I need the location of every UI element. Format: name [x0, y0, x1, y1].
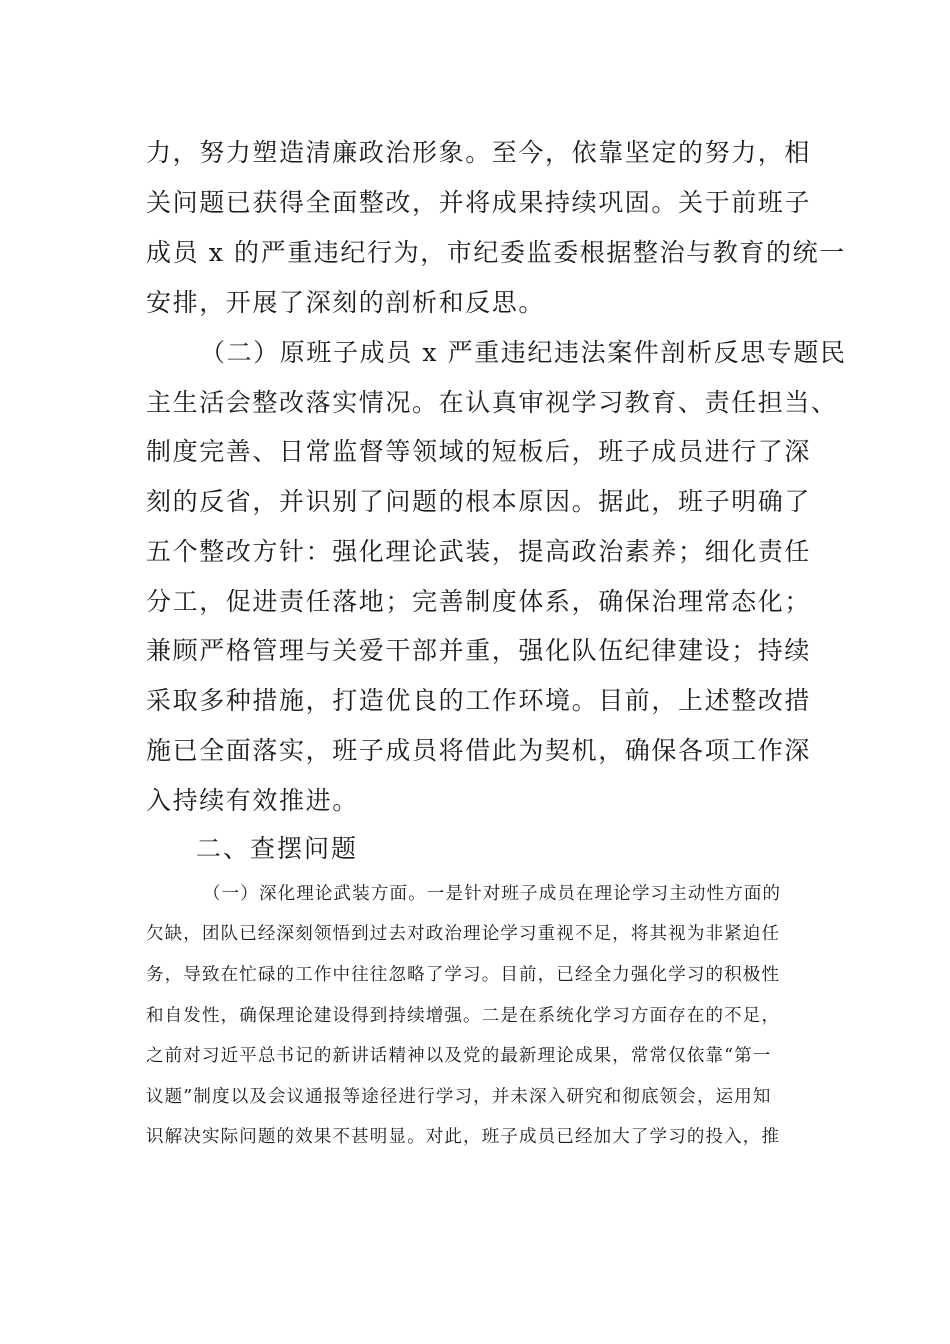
paragraph-3-line-2: 欠缺，团队已经深刻领悟到过去对政治理论学习重视不足，将其视为非紧迫任	[146, 924, 781, 944]
paragraph-3-line-3: 务，导致在忙碌的工作中往往忽略了学习。目前，已经全力强化学习的积极性	[146, 965, 781, 985]
paragraph-2-line-4: 刻的反省，并识别了问题的根本原因。据此，班子明确了	[146, 487, 812, 516]
paragraph-2-line-2: 主生活会整改落实情况。在认真审视学习教育、责任担当、	[146, 388, 838, 417]
paragraph-2-line-1: （二）原班子成员 x 严重违纪违法案件剖析反思专题民	[200, 338, 847, 367]
paragraph-3-line-4: 和自发性，确保理论建设得到持续增强。二是在系统化学习方面存在的不足，	[146, 1006, 781, 1026]
paragraph-2-line-3: 制度完善、日常监督等领域的短板后，班子成员进行了深	[146, 437, 812, 466]
paragraph-2-line-8: 采取多种措施，打造优良的工作环境。目前，上述整改措	[146, 686, 812, 715]
paragraph-1-line-2: 关问题已获得全面整改，并将成果持续巩固。关于前班子	[146, 188, 812, 217]
paragraph-3-line-1: （一）深化理论武装方面。一是针对班子成员在理论学习主动性方面的	[203, 884, 782, 904]
paragraph-1-line-1: 力，努力塑造清廉政治形象。至今，依靠坚定的努力，相	[146, 138, 812, 167]
paragraph-2-line-10: 入持续有效推进。	[146, 786, 359, 815]
paragraph-2-line-9: 施已全面落实，班子成员将借此为契机，确保各项工作深	[146, 736, 812, 765]
paragraph-3-line-5: 之前对习近平总书记的新讲话精神以及党的最新理论成果，常常仅依靠“第一	[146, 1046, 772, 1066]
paragraph-2-line-7: 兼顾严格管理与关爱干部并重，强化队伍纪律建设；持续	[146, 636, 812, 665]
paragraph-2-line-5: 五个整改方针：强化理论武装，提高政治素养；细化责任	[146, 537, 812, 566]
paragraph-2-line-6: 分工，促进责任落地；完善制度体系，确保治理常态化；	[146, 587, 812, 616]
paragraph-3-line-6: 议题”制度以及会议通报等途径进行学习，并未深入研究和彻底领会，运用知	[146, 1087, 772, 1107]
paragraph-3-line-7: 识解决实际问题的效果不甚明显。对此，班子成员已经加大了学习的投入，推	[146, 1127, 781, 1147]
paragraph-1-line-4: 安排，开展了深刻的剖析和反思。	[146, 288, 546, 317]
paragraph-1-line-3: 成员 x 的严重违纪行为，市纪委监委根据整治与教育的统一	[146, 238, 846, 267]
section-heading: 二、查摆问题	[196, 834, 359, 863]
